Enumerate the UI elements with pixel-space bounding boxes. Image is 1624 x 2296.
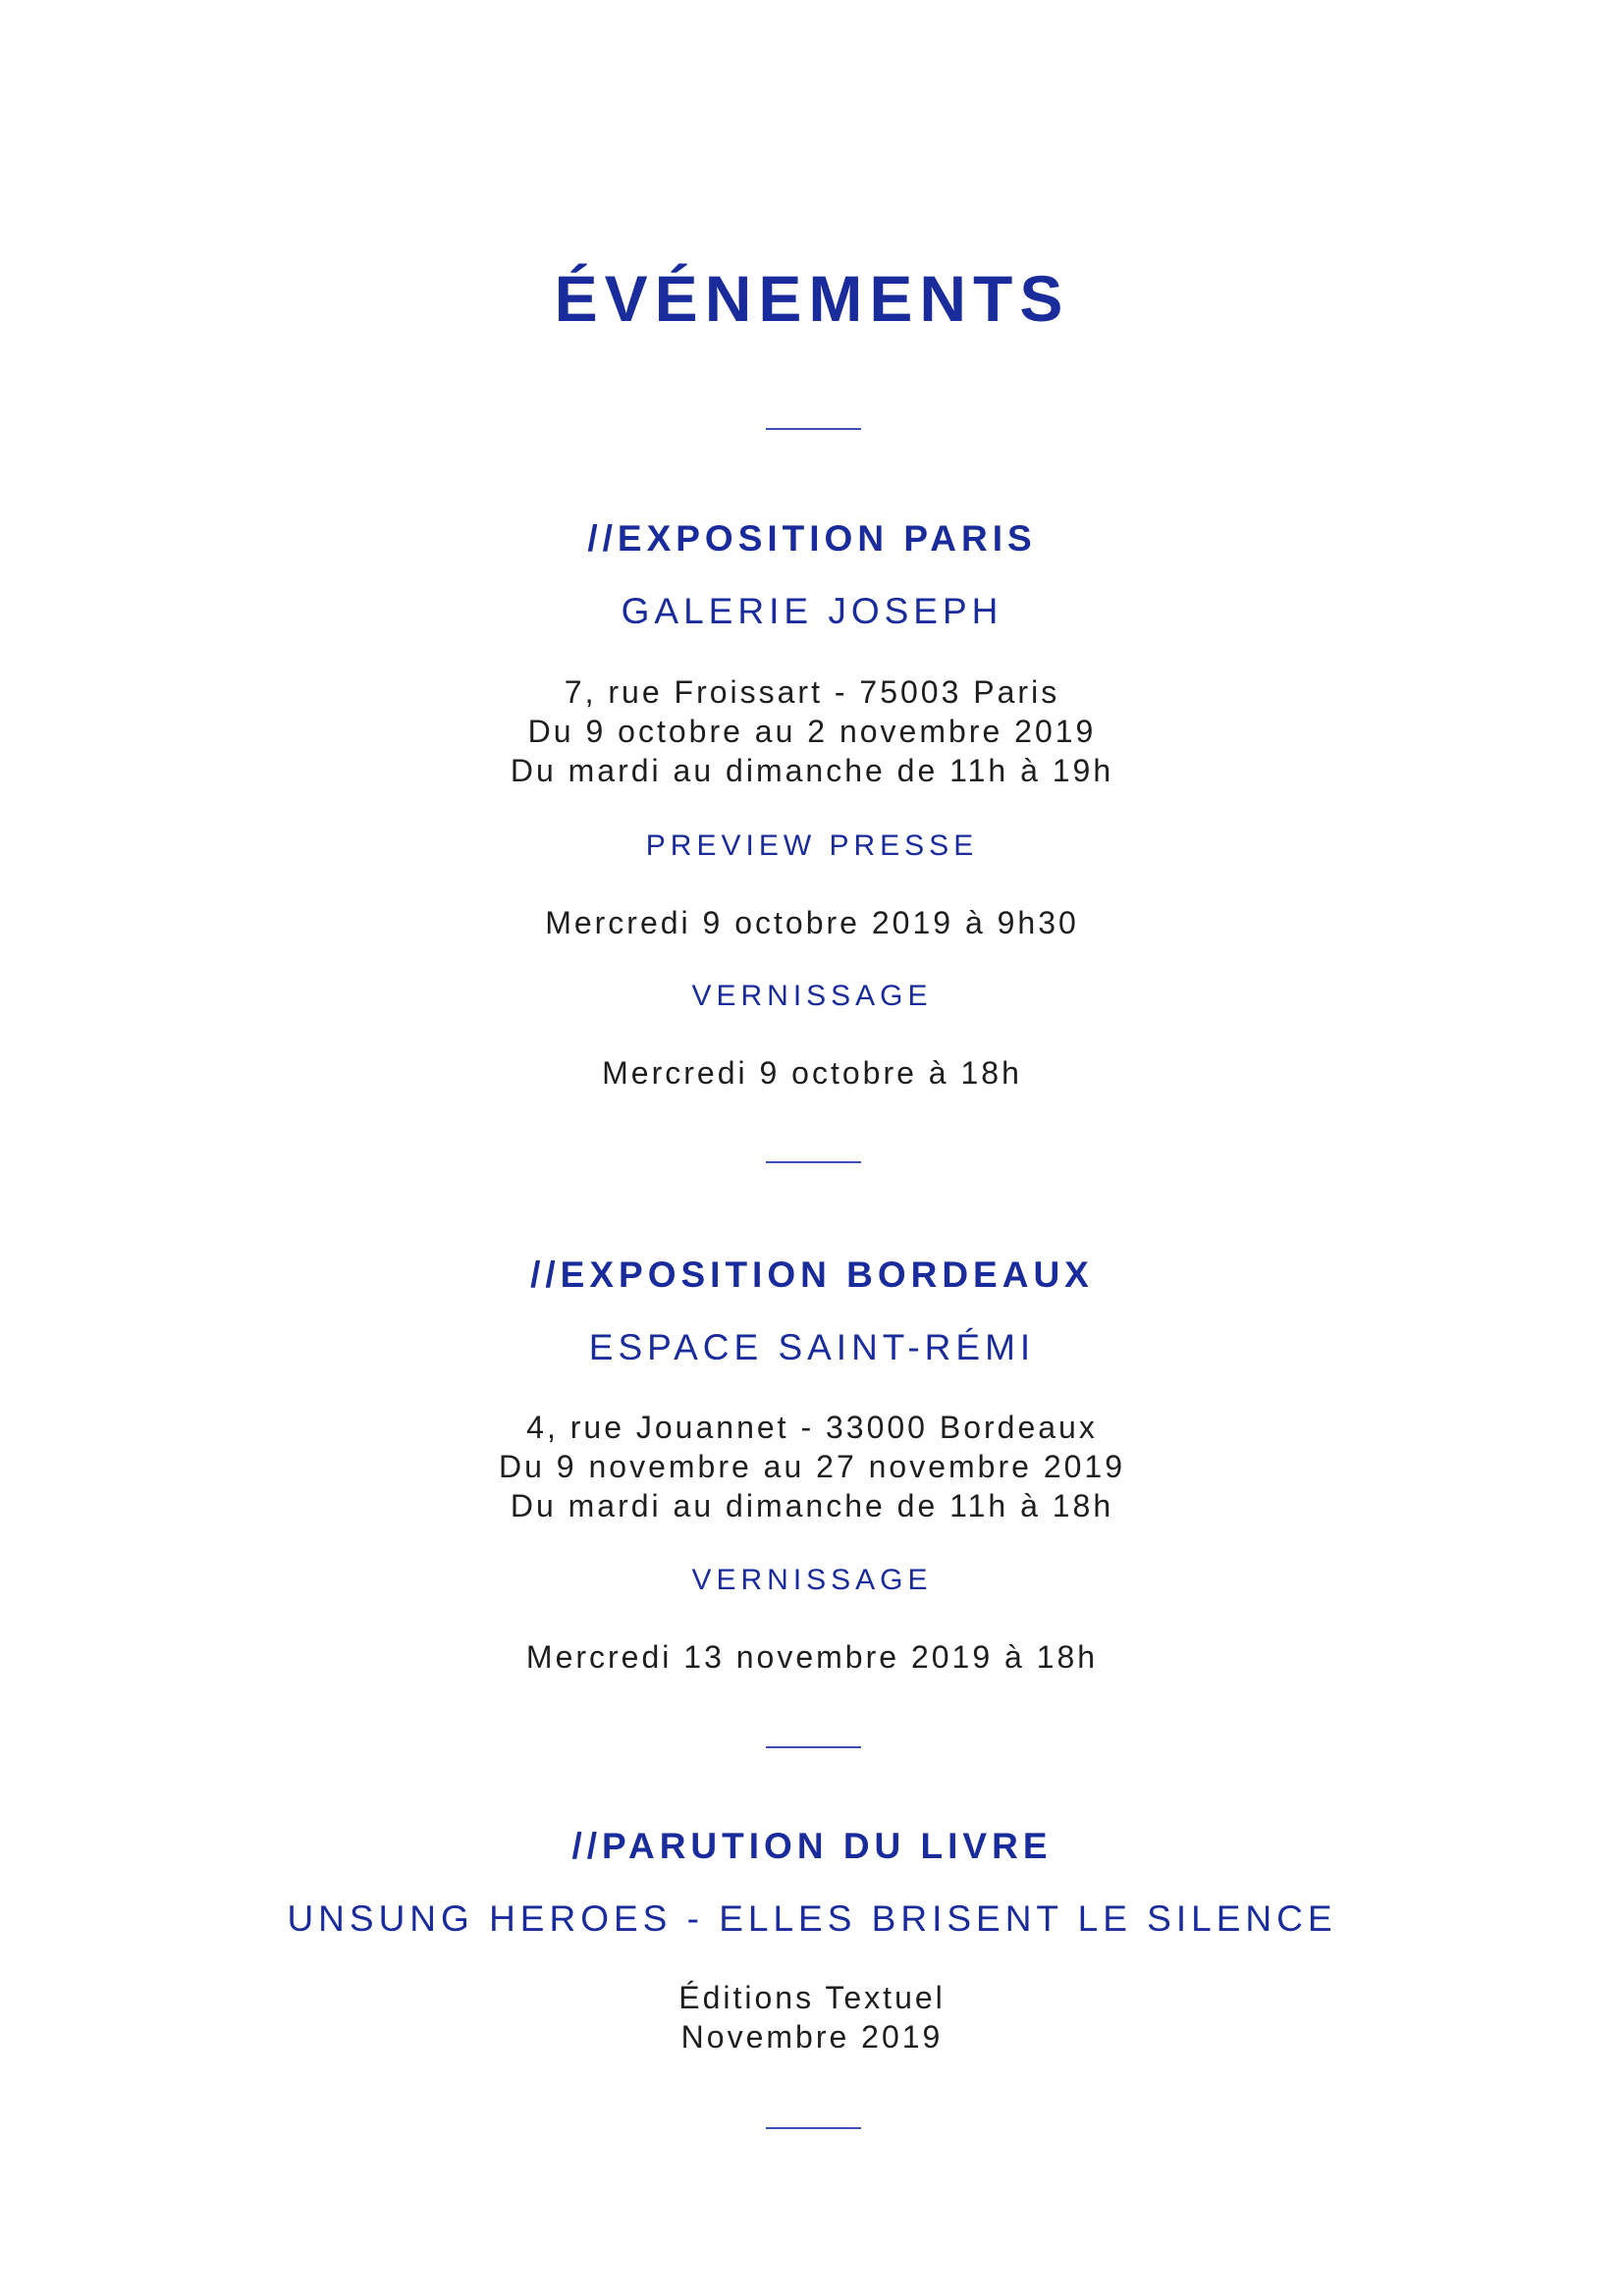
section-heading-book: //PARUTION DU LIVRE [571, 1826, 1053, 1866]
label-preview-presse: PREVIEW PRESSE [645, 829, 979, 862]
hours-bordeaux: Du mardi au dimanche de 11h à 18h [510, 1488, 1114, 1523]
preview-date: Mercredi 9 octobre 2019 à 9h30 [545, 905, 1079, 940]
divider [766, 1746, 861, 1748]
vernissage-date-paris: Mercredi 9 octobre à 18h [602, 1055, 1022, 1091]
venue-name-bordeaux: ESPACE SAINT-RÉMI [588, 1327, 1036, 1367]
dates-bordeaux: Du 9 novembre au 27 novembre 2019 [498, 1449, 1125, 1484]
section-heading-paris: //EXPOSITION PARIS [587, 518, 1037, 559]
book-title: UNSUNG HEROES - ELLES BRISENT LE SILENCE [287, 1898, 1337, 1939]
address-paris: 7, rue Froissart - 75003 Paris [564, 674, 1060, 710]
hours-paris: Du mardi au dimanche de 11h à 19h [510, 753, 1114, 788]
publication-date: Novembre 2019 [680, 2019, 944, 2055]
divider [766, 2127, 861, 2129]
label-vernissage-paris: VERNISSAGE [691, 980, 933, 1012]
publisher: Éditions Textuel [678, 1980, 946, 2015]
label-vernissage-bordeaux: VERNISSAGE [691, 1564, 933, 1596]
divider [766, 1161, 861, 1163]
section-heading-bordeaux: //EXPOSITION BORDEAUX [530, 1255, 1094, 1295]
address-bordeaux: 4, rue Jouannet - 33000 Bordeaux [526, 1410, 1098, 1445]
vernissage-date-bordeaux: Mercredi 13 novembre 2019 à 18h [525, 1639, 1099, 1675]
page-title: ÉVÉNEMENTS [554, 262, 1070, 335]
dates-paris: Du 9 octobre au 2 novembre 2019 [527, 714, 1097, 749]
venue-name-paris: GALERIE JOSEPH [621, 591, 1003, 631]
divider [766, 428, 861, 430]
